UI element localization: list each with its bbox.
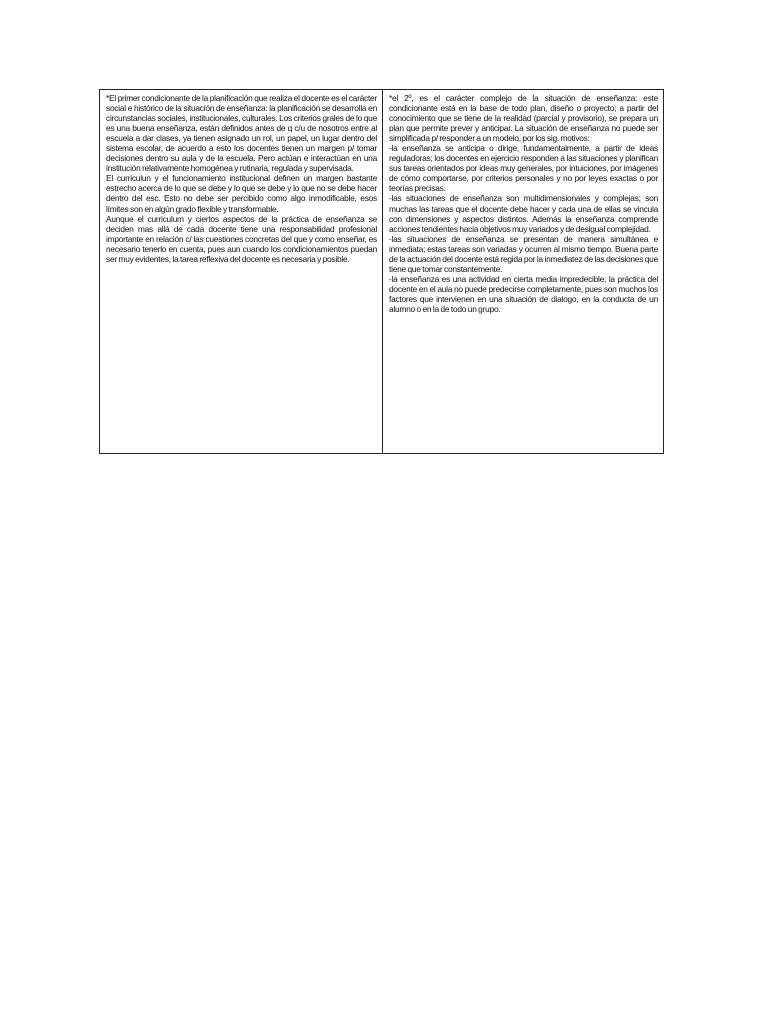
right-paragraph-2: -la enseñanza se anticipa o dirige, fundamentalmente, a partir de ideas reguladoras; los docentes en ejercicio responden a las situaciones y planifican sus tareas orientados por ideas muy generales, por intuiciones, por imágenes de cómo comportarse, por criterios personales y no por leyes exactas o por teorías precisas. (389, 143, 658, 194)
left-paragraph-2: El curriculun y el funcionamiento institucional definen un margen bastante estrecho acerca de lo que se debe y lo que se debe y lo que no se debe hacer dentro del esc. Esto no debe ser percibido como algo inmodificable, esos límites son en algún grado flexible y transformable. (106, 173, 377, 214)
right-paragraph-5: -la enseñanza es una actividad en cierta media impredecible; la práctica del docente en el aula no puede predecirse completamente, pues son muchos los factores que intervienen en una situación de dialogo, en la conducta de un alumno o en la de todo un grupo. (389, 273, 658, 314)
right-paragraph-1: *el 2º, es el carácter complejo de la situación de enseñanza: este condicionante está en la base de todo plan, diseño o proyecto; a partir del conocimiento que se tiene de la realidad (parcial y provisorio), se prepara un plan que permite prever y anticipar. La situación de enseñanza no puede ser simplificada p/ responder a un modelo, por los sig. motivos: (389, 93, 658, 144)
left-cell (100, 90, 383, 453)
right-paragraph-4: -las situaciones de enseñanza se presentan de manera simultánea e inmediata; estas tareas son variadas y ocurren al mismo tiempo. Buena parte de la actuación del docente está regida por la inmediatez de las decisiones que tiene que tomar constantemente. (389, 233, 658, 274)
left-paragraph-1: *El primer condicionante de la planificación que realiza el docente es el carácter social e histórico de la situación de enseñanza: la planificación se desarrolla en circunstancias sociales, institucionales, culturales. Los criterios grales de lo que es una buena enseñanza, están definidos antes de q c/u de nosotros entre al escuela a dar clases, ya tienen asignado un rol, un papel, un lugar dentro del sistema escolar, de acuerdo a esto los docentes tienen un margen p/ tomar decisiones dentro su aula y de la escuela. Pero actúan e interactúan en una institución relativamente homogénea y rutinaria, regulada y supervisada. (106, 93, 377, 174)
right-paragraph-3: -las situaciones de enseñanza son multidimensionales y complejas; son muchas las tareas que el docente debe hacer y cada una de ellas se vincula con dimensiones y aspectos distintos. Además la enseñanza comprende acciones tendientes hacia objetivos muy variados y de desigual complejidad. (389, 193, 658, 234)
right-cell (383, 90, 663, 453)
left-paragraph-3: Aunque el curriculum y ciertos aspectos de la práctica de enseñanza se deciden mas allá de cada docente tiene una responsabilidad profesional importante en relación c/ las cuestiones concretas del que y como enseñar, es necesario tenerlo en cuenta, pues aun cuando los condicionamientos puedan ser muy evidentes, la tarea reflexiva del docente es necesaria y posible. (106, 213, 377, 264)
two-column-table (99, 89, 664, 454)
